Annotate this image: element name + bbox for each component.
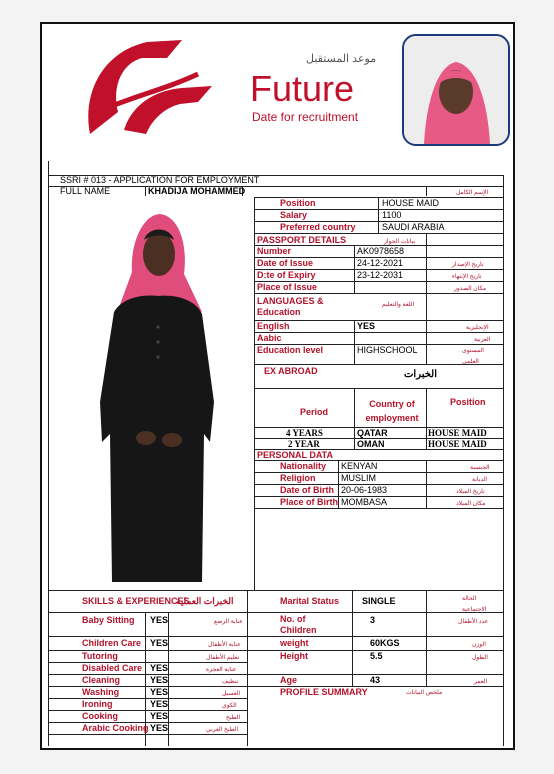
nationality-label: Nationality [280,461,327,471]
skill-children-care-label: Children Care [82,638,142,648]
passport-expiry-value: 23-12-2031 [357,270,404,280]
skill-cooking-label: Cooking [82,711,118,721]
preferred-country-label: Preferred country [280,222,356,232]
children-count-label: No. of Children [280,614,317,635]
english-arabic: الإنجليزية [466,325,489,331]
abroad-heading-arabic: الخبرات [404,369,438,380]
skill-washing-value: YES [150,687,169,697]
nationality-arabic: الجنسية [470,465,490,471]
english-label: English [257,321,290,331]
passport-expiry-arabic: تاريخ الإنتهاء [452,274,482,280]
abroad-row-2-period: 2 YEAR [288,439,320,449]
skill-cooking-arabic: الطبخ [226,715,241,721]
education-value: HIGHSCHOOL [357,345,418,355]
position-value: HOUSE MAID [382,198,440,208]
skill-arabic-cooking-label: Arabic Cooking [82,723,149,733]
languages-heading-arabic: اللغة والتعليم [382,302,415,308]
skill-children-care-value: YES [150,638,169,648]
dob-arabic: تاريخ الميلاد [456,489,485,495]
religion-value: MUSLIM [341,473,377,483]
future-logo-icon [72,34,222,144]
abroad-row-1-country: QATAR [357,428,388,438]
profile-summary-arabic: ملخص البيانات [406,690,443,696]
skill-disabled-care-arabic: عناية العجزة [206,667,237,673]
skill-cleaning-arabic: تنظيف [222,679,239,685]
abroad-row-2-position: HOUSE MAID [428,439,487,449]
education-arabic: المستوى العلمي [462,348,484,365]
pob-label: Place of Birth [280,497,339,507]
english-value: YES [357,321,376,331]
skill-washing-arabic: الغسيل [222,691,241,697]
height-value: 5.5 [370,651,383,661]
skill-washing-label: Washing [82,687,120,697]
skill-tutoring-arabic: تعليم الأطفال [206,655,240,661]
skill-cleaning-label: Cleaning [82,675,121,685]
education-label: Education level [257,345,324,355]
marital-status-value: SINGLE [362,596,396,606]
skill-cleaning-value: YES [150,675,169,685]
brand-tagline: Date for recruitment [252,110,359,124]
personal-heading: PERSONAL DATA [257,450,334,460]
skill-baby-sitting-label: Baby Sitting [82,615,135,625]
arabic-label: Aabic [257,333,282,343]
marital-status-arabic: الحالة الاجتماعية [462,596,487,613]
full-name-value: KHADIJA MOHAMMED [148,186,246,196]
profile-summary-label: PROFILE SUMMARY [280,687,368,697]
skill-disabled-care-value: YES [150,663,169,673]
age-arabic: العمر [474,679,488,685]
abroad-row-1-period: 4 YEARS [286,428,323,438]
form-title: SSRI # 013 - APPLICATION FOR EMPLOYMENT [60,175,260,185]
portrait-photo [402,34,510,146]
passport-issue-value: 24-12-2021 [357,258,404,268]
skill-ironing-label: Ironing [82,699,113,709]
dob-value: 20-06-1983 [341,485,388,495]
arabic-arabic: العربية [474,337,491,343]
passport-issue-arabic: تاريخ الإصدار [452,262,484,268]
full-name-arabic: الإسم الكامل [456,190,489,196]
children-count-arabic: عدد الأطفال [458,619,489,625]
religion-label: Religion [280,473,316,483]
skill-arabic-cooking-arabic: الطبخ العربي [206,727,239,733]
marital-status-label: Marital Status [280,596,340,606]
skill-children-care-arabic: عناية الأطفال [208,642,241,648]
weight-label: weight [280,638,309,648]
skill-disabled-care-label: Disabled Care [82,663,143,673]
skill-baby-sitting-arabic: عناية الرضع [214,619,243,625]
skill-arabic-cooking-value: YES [150,723,169,733]
abroad-row-1-position: HOUSE MAID [428,428,487,438]
skill-baby-sitting-value: YES [150,615,169,625]
dob-label: Date of Birth [280,485,334,495]
passport-place-arabic: مكان الصدور [454,286,487,292]
skill-ironing-arabic: الكوي [222,703,237,709]
abroad-row-2-country: OMAN [357,439,385,449]
header-banner [60,30,400,148]
skill-tutoring-label: Tutoring [82,651,118,661]
religion-arabic: الديانة [472,477,488,483]
position-label: Position [280,198,316,208]
brand-arabic: موعد المستقبل [306,53,377,65]
children-count-value: 3 [370,615,376,625]
pob-arabic: مكان الميلاد [456,501,486,507]
salary-value: 1100 [382,210,402,220]
passport-number-label: Number [257,246,292,256]
skill-cooking-value: YES [150,711,169,721]
skills-heading: SKILLS & EXPERIENCES [82,596,190,606]
application-form-page [40,22,515,750]
skills-heading-arabic: الخبرات العملية [176,596,234,606]
passport-issue-label: Date of Issue [257,258,314,268]
brand-name: Future [250,68,355,109]
passport-heading-arabic: بيانات الجواز [384,239,416,245]
weight-arabic: الوزن [472,642,486,648]
passport-place-label: Place of Issue [257,282,318,292]
pob-value: MOMBASA [341,497,388,507]
passport-number-value: AK0978658 [357,246,405,256]
passport-expiry-label: D:te of Expiry [257,270,316,280]
passport-heading: PASSPORT DETAILS [257,235,347,245]
languages-heading: LANGUAGES & Education [257,296,324,317]
skill-ironing-value: YES [150,699,169,709]
full-body-photo [92,202,222,587]
height-arabic: الطول [472,655,488,661]
preferred-country-value: SAUDI ARABIA [382,222,445,232]
weight-value: 60KGS [370,638,400,648]
age-label: Age [280,675,298,685]
abroad-heading: EX ABROAD [264,366,318,376]
height-label: Height [280,651,308,661]
abroad-col-position: Position [450,397,486,407]
abroad-col-period: Period [300,407,329,417]
age-value: 43 [370,675,381,685]
salary-label: Salary [280,210,308,220]
abroad-col-country: Country of employment [365,399,419,423]
nationality-value: KENYAN [341,461,378,471]
full-name-label: FULL NAME [60,186,111,196]
